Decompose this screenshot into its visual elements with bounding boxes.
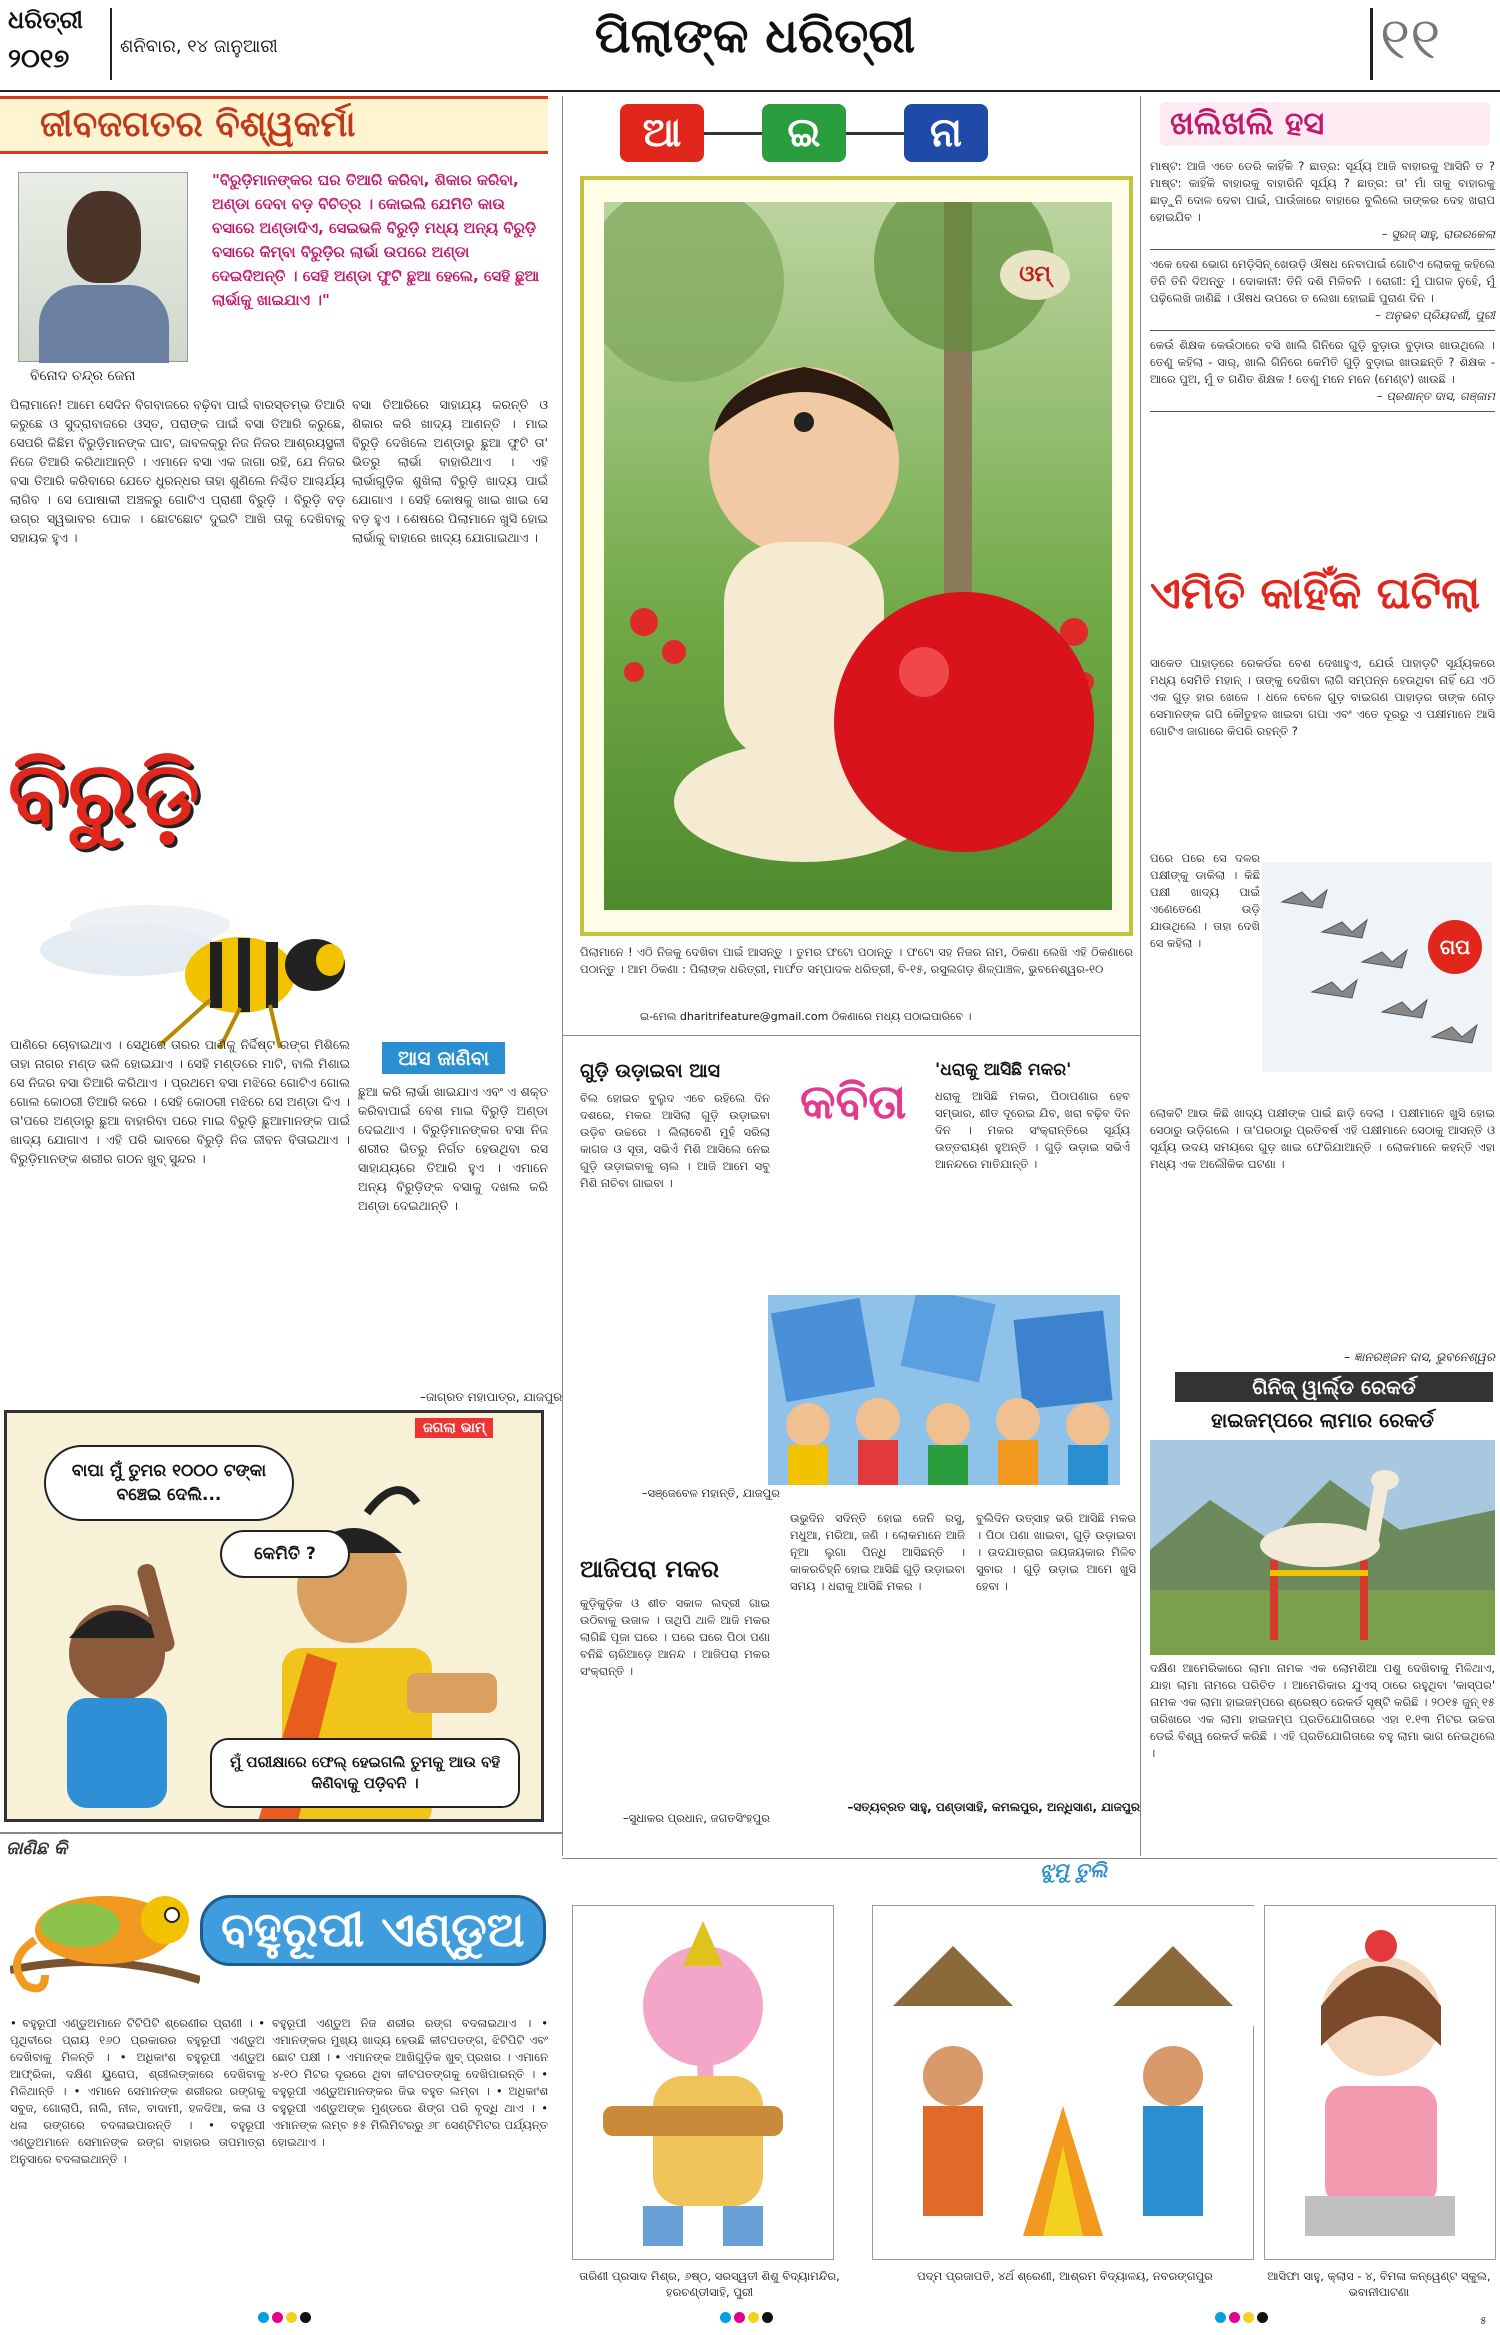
- page-title: ପିଲାଙ୍କ ଧରିତ୍ରୀ: [594, 8, 916, 64]
- section-rule: [0, 1832, 562, 1834]
- email-note: ଇ-ମେଲ dharitrifeature@gmail.com ଠିକଣାରେ ମଧ୍ୟ ପଠାଇପାରିବେ ।: [640, 1010, 972, 1023]
- poem-signoff: –ସୁଧାକର ପ୍ରଧାନ, ଜଗତସିଂହପୁର: [623, 1811, 770, 1825]
- page-number: ୧୧: [1380, 4, 1441, 72]
- guinness-subtitle: ହାଇଜମ୍ପରେ ଲାମାର ରେକର୍ଡ: [1211, 1408, 1434, 1432]
- section-title-khalikhali: [1150, 102, 1495, 146]
- story-text: ପରେ ପରେ ସେ ଦଳର ପକ୍ଷୀଙ୍କୁ ଡାକିଲା । କିଛି ପକ୍ଷୀ ଖାଦ୍ୟ ପାଇଁ ଏଣେତେଣେ ଉଡ଼ି ଯାଉଥିଲେ । ତାହା ଦେଖି ସେ କହିଲା ।: [1150, 851, 1260, 950]
- author-photo: [18, 172, 188, 362]
- child-drawing-bonfire: [872, 1905, 1254, 2260]
- drawing-caption: ପଦ୍ମ ପ୍ରଜାପତି, ୪ର୍ଥ ଶ୍ରେଣୀ, ଆଶ୍ରମ ବିଦ୍ୟାଳୟ, ନବରଙ୍ଗପୁର: [917, 2269, 1213, 2283]
- joke-item: ମାଷ୍ଟ: ଆଜି ଏତେ ଡେରି କାହିଁକି ? ଛାତ୍ର: ସୂର୍ଯ୍ୟ ଆଜି ବାହାରକୁ ଆସିନି ତ ? ମାଷ୍ଟ: କାହିଁକି ବାହାରକୁ ବାହାରିନି ସୂର୍ଯ୍ୟ ? ଛାତ୍ର: ତା' ମାଁ ତାକୁ ବାହାରକୁ ଛାଡ଼ୁନି ଦୋଳ ଦେବା ପାଇଁ, ପାଉଁଜାରେ ବାହାରେ ବୁଲିଲେ ତାଙ୍କର ଦେହ ଖରାପ ହୋଇଯିବ । – ସୁରଜ୍ ସାହୁ, ରାଉରକେଲା: [1150, 152, 1495, 250]
- story-badge: ଗପ: [1428, 920, 1482, 974]
- aina-letter: ଆ: [620, 104, 704, 162]
- section-title-emiti: ଏମିତି କାହିଁକି ଘଟିଲା: [1150, 568, 1481, 619]
- registration-mark: [720, 2312, 773, 2323]
- poem-column: ଧରାକୁ ଆସିଛି ମକର, ପିଠାପଣାର ହେବ ସମ୍ଭାର, ଶୀତ ଦୂରେଇ ଯିବ, ଖରା ବଢ଼ିବ ଦିନ ଦିନ । ମକର ସଂକ୍ରାନ୍ତିରେ ସୂର୍ଯ୍ୟ ଉତ୍ତରାୟଣ ହୁଅନ୍ତି । ଗୁଡ଼ି ଉଡ଼ାଇ ସଭିଏଁ ଆନନ୍ଦରେ ମାତିଯାନ୍ତି ।: [935, 1089, 1130, 1171]
- column-rule: [562, 96, 563, 1856]
- joke-item: ଏକେ ଦେଶ ଭୋଗ ମେଡ଼ିସିନ୍ ଖେଉଡ଼ି ଔଷଧ ନେବାପାଇଁ ଗୋଟିଏ ଲୋକକୁ କହିଲେ ତିନି ତିନି ଦିଅନ୍ତୁ । ଦୋକାନୀ: ତିନି ଦଶି ମିଳିବନି । ରୋଗୀ: ମୁଁ ପାଗଳ ନୁହେଁ, ମୁଁ ପଢ଼ିଲେଖି ଜାଣିଛି । ଔଷଧ ଉପରେ ତ ଲେଖା ହୋଇଛି ପୁରାଣ ଦିନ । – ଅନୁଭବ ପ୍ରିୟଦର୍ଶୀ, ପୁରୀ: [1150, 250, 1495, 331]
- section-title-bahurupi: ବହୁରୂପୀ ଏଣ୍ଡୁଅ: [200, 1895, 546, 1966]
- kite-photo: [768, 1295, 1120, 1485]
- header-date: ଶନିବାର, ୧୪ ଜାନୁଆରୀ: [120, 36, 278, 57]
- speech-bubble: ବାପା ମୁଁ ତୁମର ୧୦୦୦ ଟଙ୍କା ବଞ୍ଚେଇ ଦେଲି...: [44, 1445, 294, 1521]
- header-divider-right: [1370, 8, 1373, 80]
- headline-birudi: ବିରୁଡ଼ି: [8, 742, 200, 845]
- section-kicker: ଜାଣିଛ କି: [6, 1838, 68, 1859]
- paper-year: ୨୦୧୭: [8, 44, 70, 74]
- name-badge: ଓମ୍: [1000, 250, 1070, 300]
- poem-column: ଉଭୁଦିନ ସଦିନ୍ତି ହୋଇ ଜେନି ରସୁ, ମଧୁଆ, ମରିଆ, ଜଣି । ଲୋକମାନେ ଆଜି ନୂଆ ଲୁଗା ପିନ୍ଧି ଆସିଛନ୍ତି । କାକରଚିହ୍ନି ହୋଇ ଆସିଛି ଗୁଡ଼ି ଉଡ଼ାଇବା ସମୟ । ଧରାକୁ ଆସିଛି ମକର ।: [790, 1511, 965, 1593]
- drawing-caption: ଆସିଫା ସାହୁ, କ୍ଲାସ - ୪, ବିମଳା କନ୍ୱେଣ୍ଟ ସ୍କୁଲ, ଭବାନୀପାଟଣା: [1267, 2269, 1491, 2299]
- photo-caption: ପିଲାମାନେ ! ଏଠି ନିଜକୁ ଦେଖିବା ପାଇଁ ଆସନ୍ତୁ । ତୁମର ଫଟୋ ପଠାନ୍ତୁ । ଫଟୋ ସହ ନିଜର ନାମ, ଠିକଣା ଲେଖି ଏହି ଠିକଣାରେ ପଠାନ୍ତୁ । ଆମ ଠିକଣା : ପିଲାଙ୍କ ଧରିତ୍ରୀ, ମାର୍ଫତ ସମ୍ପାଦକ ଧରିତ୍ରୀ, ବି-୧୫, ରସୁଲଗଡ଼ ଶିଳ୍ପାଞ୍ଚଳ, ଭୁବନେଶ୍ୱର-୧୦: [580, 945, 1133, 976]
- article-signoff: –ଜାଗ୍ରତ ମହାପାତ୍ର, ଯାଜପୁର: [420, 1390, 563, 1404]
- section-rule: [562, 1858, 1497, 1859]
- story-text: ସାକେତ ପାହାଡ଼ରେ ରେକର୍ଡର ବେଶ ଦେଖାହୁଏ, ଯେଉଁ ପାହାଡ଼ଟି ସୂର୍ଯ୍ୟକରେ ମଧ୍ୟ ସେମିତି ମହାନ୍ । ତାଙ୍କୁ ଦେଖିବା ଲାଗି ସମ୍ପନ୍ନ ହେଉଥିବା ନାହିଁ ଯେ ଏଠି ଏକ ଗୁଡ଼ ହାର ଖେଳେ । ଧଳେ ବେଳେ ଗୁଡ଼ ବାଇଗଣ ପାହାଡ଼ର ତାଙ୍କ ନୋଡ଼ ସେମାନଙ୍କ ଗପି କୌତୁହଳ ଖାଇବା ଗପା ଏବଂ ଏତେ ଦୂରରୁ ଏ ପକ୍ଷୀମାନେ ଆସି ଗୋଟିଏ ଜାଗାରେ କିପରି ରହନ୍ତି ?: [1150, 656, 1495, 738]
- child-photo: [604, 202, 1112, 910]
- drawing-caption: ତାରିଣୀ ପ୍ରସାଦ ମିଶ୍ର, ୬ଷ୍ଠ, ସରସ୍ୱତୀ ଶିଶୁ ବିଦ୍ୟାମନ୍ଦିର, ହରଚଣ୍ଡୀସାହି, ପୁରୀ: [579, 2269, 840, 2299]
- section-title-kavita: କବିତା: [800, 1074, 907, 1130]
- fact-list: • ବହୁରୂପୀ ଏଣ୍ଡୁଅମାନେ ଟିଟିପିଟି ଶ୍ରେଣୀର ପ୍ରାଣୀ । • ପୃଥିବୀରେ ପ୍ରାୟ ୧୬୦ ପ୍ରକାରର ବହୁରୂପୀ ଏଣ୍ଡୁଅ ଦେଖିବାକୁ ମିଳନ୍ତି । • ଅଧିକାଂଶ ବହୁରୂପୀ ଏଣ୍ଡୁଅ ଆଫ୍ରିକା, ଦକ୍ଷିଣ ୟୁରୋପ, ଶ୍ରୀଲଙ୍କାରେ ଦେଖିବାକୁ ମିଳିଥାନ୍ତି । • ଏମାନେ ସେମାନଙ୍କ ଶରୀରର ରଙ୍ଗକୁ ସବୁଜ, ଗୋଲାପି, ନାଲି, ନୀଳ, ବାଦାମୀ, ହଳଦିଆ, କଳା ଓ ଧଳା ରଙ୍ଗରେ ବଦଳାଇପାରନ୍ତି । • ବହୁରୂପୀ ଏଣ୍ଡୁଅମାନେ ସେମାନଙ୍କ ରଙ୍ଗ ବାହାରର ତାପମାତ୍ରା ଅନୁସାରେ ବଦଳାଇଥାନ୍ତି ।: [10, 2016, 265, 2166]
- joke-list: [1150, 152, 1495, 412]
- section-rule: [562, 1035, 1140, 1036]
- story-text: ଲୋକଟି ଆଉ କିଛି ଖାଦ୍ୟ ପକ୍ଷୀଙ୍କ ପାଇଁ ଛାଡ଼ି ଦେଲା । ପକ୍ଷୀମାନେ ଖୁସି ହୋଇ ସେଠାରୁ ଉଡ଼ିଗଲେ । ତା'ପରଠାରୁ ପ୍ରତିବର୍ଷ ଏହି ପକ୍ଷୀମାନେ ସେଠାକୁ ଆସନ୍ତି ଓ ସୂର୍ଯ୍ୟ ଉଦୟ ସମୟରେ ଗୁଡ଼ ଖାଇ ଫେରିଯାଆନ୍ତି । ଲୋକମାନେ କହନ୍ତି ଏହା ମଧ୍ୟ ଏକ ଅଲୌକିକ ଘଟଣା ।: [1150, 1106, 1495, 1171]
- speech-bubble: ମୁଁ ପରୀକ୍ଷାରେ ଫେଲ୍ ହେଇଗଲି ତୁମକୁ ଆଉ ବହି କିଣିବାକୁ ପଡ଼ିବନି ।: [210, 1738, 520, 1808]
- author-name: ବିନୋଦ ଚନ୍ଦ୍ର ଜେନା: [30, 368, 136, 384]
- column-rule: [1140, 96, 1141, 1856]
- registration-mark: [258, 2312, 311, 2323]
- article-column: ଛୁଆ କରି ଲାର୍ଭା ଖାଇଯାଏ ଏବଂ ଏ ଶକ୍ତ କରିବାପାଇଁ ବେଶ ମାଇ ବିରୁଡ଼ି ଅଣ୍ଡା ଦେଇଥାଏ । ବିରୁଡ଼ିମାନଙ୍କର ବସା ନିଜ ଶରୀର ଭିତରୁ ନିର୍ଗତ ହେଉଥିବା ରସ ସାହାଯ୍ୟରେ ତିଆରି ହୁଏ । ଏମାନେ ଅନ୍ୟ ବିରୁଡ଼ିଙ୍କ ବସାକୁ ଦଖଲ କରି ଅଣ୍ଡା ଦେଇଥାନ୍ତି ।: [358, 1084, 548, 1213]
- pull-quote: "ବିରୁଡ଼ିମାନଙ୍କର ଘର ତିଆରି କରିବା, ଶିକାର କରିବା, ଅଣ୍ଡା ଦେବା ବଡ଼ ବିଚିତ୍ର । କୋଇଲି ଯେମିତି କାଉ ବସାରେ ଅଣ୍ଡାଦିଏ, ସେଇଭଳି ବିରୁଡ଼ି ମଧ୍ୟ ଅନ୍ୟ ବିରୁଡ଼ି ବସାରେ କିମ୍ବା ବିରୁଡ଼ିର ଲାର୍ଭା ଉପରେ ଅଣ୍ଡା ଦେଇଦିଅନ୍ତି । ସେହି ଅଣ୍ଡା ଫୁଟି ଛୁଆ ହେଲେ, ସେହି ଛୁଆ ଲାର୍ଭାକୁ ଖାଇଯାଏ ।": [212, 171, 540, 309]
- comic-tag: ଜଗଲା ଭାମ୍: [415, 1418, 493, 1438]
- wasp-illustration: [10, 880, 365, 1050]
- section-title-drawings: ଝୁମୁ ତୁଲି: [1040, 1858, 1108, 1882]
- aina-letter: ଇ: [762, 104, 846, 162]
- story-signoff: – ଜ୍ଞାନରଞ୍ଜନ ଦାସ, ଭୁବନେଶ୍ୱର: [1344, 1350, 1495, 1364]
- poem-column: ବୁଲିଦିନ ଉତ୍ସାହ ଭରି ଆସିଛି ମକର । ପିଠା ପଣା ଖାଇବା, ଗୁଡ଼ି ଉଡ଼ାଇବା । ଉଦଯାତ୍ରାର ଜୟଜୟକାର ମିଳିବ ସୁବାର । ଗୁଡ଼ି ଉଡ଼ାଇ ଆମେ ଖୁସି ହେବା ।: [976, 1511, 1136, 1593]
- poem-title: 'ଧରାକୁ ଆସିଛି ମକର': [935, 1060, 1072, 1080]
- poem-title: ଗୁଡ଼ି ଉଡ଼ାଇବା ଆସ: [580, 1060, 721, 1082]
- section-title-guinness: ଗିନିଜ୍ ୱାର୍ଲ୍ଡ ରେକର୍ଡ: [1175, 1372, 1493, 1402]
- poem-signoff: –ସତ୍ୟବ୍ରତ ସାହୁ, ପଣ୍ଡାସାହି, କମଲପୁର, ଅନ୍ଧିସାଣ, ଯାଜପୁର: [847, 1800, 1140, 1814]
- child-drawing-ganesha: [572, 1905, 834, 2260]
- footer-number: ୫: [1480, 2314, 1487, 2327]
- chameleon-illustration: [10, 1860, 200, 1995]
- section-tag-asa-janiba: ଆସ ଜାଣିବା: [382, 1042, 505, 1074]
- article-column: ପିଲାମାନେ! ଆମେ ସେଦିନ ବିଗବାଜରେ ବଢ଼ିବା ପାଇଁ ବାରସ୍ତମ୍ଭ ତିଆରି କରୁଛେ ଓ ସୁଦ୍ରାବାଜରେ ଓସ୍ତ, ପରାଙ୍କ ପାଇଁ ବସା ତିଆରି କରୁଛେ, ସେପରି କିଛିମ ବିରୁଡ଼ିମାନଙ୍କ ଘାଟ, ଜାବଳକ୍ରୁ ନିଜ ନିଜର ଆଶ୍ରୟସ୍ଥଳୀ ନିଜେ ତିଆରି କରିଥାଆନ୍ତି । ଏମାନେ ବସା ଏକ ଜାଗା ରହି, ଯେ ନିଜର ବସା ତିଆରି କରିବାରେ ଯେତେ ଧୁରନ୍ଧର ତାହା ଶୁଣିଲେ ନିଶ୍ଚିତ ଆଶ୍ଚର୍ଯ୍ୟ ଲାଗିବ । ସେ ପୋଷାକୀ ଅଞ୍ଚଳରୁ ଗୋଟିଏ ପ୍ରାଣୀ ବିରୁଡ଼ି । ବିରୁଡ଼ି ବଡ଼ ଉଗ୍ର ସ୍ୱଭାବର ପୋକ । ଛୋଟଛୋଟ ଦୁଇଟି ଆଖି ତାକୁ ଦେଖିବାକୁ ସହାୟକ ହୁଏ ।: [10, 397, 345, 545]
- fact-list: ବହୁରୂପୀ ଏଣ୍ଡୁଅ ନିଜ ଶରୀର ରଙ୍ଗ ବଦଳାଇଥାଏ । • ଏମାନଙ୍କର ମୁଖ୍ୟ ଖାଦ୍ୟ ହେଉଛି କୀଟପତଙ୍ଗ, ଝିଟିପିଟି ଏବଂ ଛୋଟ ପକ୍ଷୀ । • ଏମାନଙ୍କ ଆଖିଗୁଡ଼ିକ ଖୁବ୍ ପ୍ରଖର । ଏମାନେ ୪-୧୦ ମିଟର ଦୂରରେ ଥିବା କୀଟପତଙ୍ଗକୁ ଦେଖିପାରନ୍ତି । • ବହୁରୂପୀ ଏଣ୍ଡୁଅମାନଙ୍କର ଜିଭ ବହୁତ ଲମ୍ବା । • ଅଧିକାଂଶ ବହୁରୂପୀ ଏଣ୍ଡୁଅଙ୍କ ମୁଣ୍ଡରେ ଶିଙ୍ଗ ପରି ବୃଦ୍ଧି ଥାଏ । • ଏମାନଙ୍କ ଲମ୍ବ ୫୫ ମିଲିମିଟରରୁ ୬୮ ସେଣ୍ଟିମିଟର ପର୍ଯ୍ୟନ୍ତ ହୋଇଥାଏ ।: [272, 2016, 548, 2149]
- header-divider: [110, 8, 112, 80]
- section-title-aina: [620, 104, 1000, 164]
- section-title-viswakarma: ଜୀବଜଗତର ବିଶ୍ୱକର୍ମା: [0, 96, 548, 154]
- registration-mark: [1215, 2312, 1268, 2323]
- child-drawing-girl: [1264, 1905, 1496, 2260]
- poem-signoff: –ସଞ୍ଜେବେଳ ମହାନ୍ତି, ଯାଜପୁର: [641, 1486, 780, 1500]
- article-column: ବସା ତିଆରିରେ ସାହାଯ୍ୟ କରନ୍ତି ଓ ଶିକାର କରି ଖାଦ୍ୟ ଆଣନ୍ତି । ମାଇ ବିରୁଡ଼ି ଦେଖିଲେ ଅଣ୍ଡାରୁ ଛୁଆ ଫୁଟି ତା' ଭିତରୁ ଲାର୍ଭା ବାହାରିଥାଏ । ଏହି ଲାର୍ଭାଗୁଡ଼ିକ ଶୁଖିଲା ବିରୁଡ଼ି ଖାଦ୍ୟ ପାଇଁ ଯୋଗାଏ । ସେହି କୋଷକୁ ଖାଇ ଖାଇ ସେ ବଡ଼ ହୁଏ । ଶେଷରେ ପିଲାମାନେ ଖୁସି ହୋଇ ଲାର୍ଭାକୁ ବାହାରେ ଖାଦ୍ୟ ଯୋଗାଇଥାଏ ।: [352, 397, 548, 545]
- paper-name: ଧରିତ୍ରୀ: [8, 6, 83, 34]
- poem-title: ଆଜିପରା ମକର: [580, 1555, 720, 1583]
- poem-column: କୁଡ଼ିକୁଡ଼ିକ ଓ ଶୀତ ସକାଳ ଲଦ୍ରୀ ଗାଇ ଉଠିବାକୁ ଉଜାଳ । ତାଥିପି ଥାଳି ଆଜି ମକର ଲାଗିଛି ପୂଜା ଘରେ । ଘରେ ଘରେ ପିଠା ପଣା ବନିଛି ଚାରିଆଡ଼େ ଆନନ୍ଦ । ଆଜିପରା ମକର ସଂକ୍ରାନ୍ତି ।: [580, 1596, 770, 1678]
- aina-letter: ନା: [904, 104, 988, 162]
- khalikhali-title-text: ଖଲିଖଲି ହସ: [1170, 104, 1325, 142]
- article-column: ପାଣିରେ ଚୋବାଇଥାଏ । ସେଥିରେ ତାରର ପାଣିକୁ ନିର୍ଦ୍ଦିଷ୍ଟ ରଙ୍ଗ ମିଶିଲେ ତାହା ନାଗର ମଣ୍ଡ ଭଳି ହୋଇଯାଏ । ସେହି ମଣ୍ଡରେ ମାଟି, ବାଲି ମିଶାଇ ସେ ନିଜର ବସା ତିଆରି କରିଥାଏ । ପ୍ରଥମେ ବସା ମଝିରେ ଗୋଟିଏ ଗୋଲ ଗୋଲ କୋଠରୀ ତିଆରି କରେ । ସେହି କୋଠରୀ ମଝିରେ ସେ ଅଣ୍ଡା ଦିଏ । ତା'ପରେ ଅଣ୍ଡାରୁ ଛୁଆ ବାହାରିବା ପରେ ମାଇ ବିରୁଡ଼ି ଛୁଆମାନଙ୍କ ପାଇଁ ଖାଦ୍ୟ ଯୋଗାଏ । ଏହି ପରି ଭାବରେ ବିରୁଡ଼ି ନିଜ ଜୀବନ ବିତାଇଥାଏ । ବିରୁଡ଼ିମାନଙ୍କ ଶରୀର ଗଠନ ଖୁବ୍ ସୁନ୍ଦର ।: [10, 1037, 350, 1166]
- llama-photo: [1150, 1440, 1495, 1655]
- guinness-text: ଦକ୍ଷିଣ ଆମେରିକାରେ ଲାମା ନାମକ ଏକ ଲୋମଶିଆ ପଶୁ ଦେଖିବାକୁ ମିଳିଥାଏ, ଯାହା ଲାମା ନାମରେ ପରିଚିତ । ଆମେରିକାର ଯୁଏସ୍ ଠାରେ ରହୁଥିବା 'କାସ୍ପର' ନାମକ ଏକ ଲାମା ହାଇଜମ୍ପରେ ଶ୍ରେଷ୍ଠ ରେକର୍ଡ ସୃଷ୍ଟି କରିଛି । ୨୦୧୫ ଜୁନ୍ ୧୫ ତାରିଖରେ ଏକ ଲାମା ହାଇଜମ୍ପ ପ୍ରତିଯୋଗିତାରେ ଏହା ୧.୧୩ ମିଟର ଉଚ୍ଚତା ଡେଇଁ ବିଶ୍ୱ ରେକର୍ଡ କରିଛି । ଏହି ପ୍ରତିଯୋଗିତାରେ ବହୁ ଲାମା ଭାଗ ନେଇଥିଲେ ।: [1150, 1661, 1495, 1760]
- speech-bubble: କେମିତି ?: [220, 1530, 350, 1578]
- joke-item: କେଉଁ ଶିକ୍ଷକ କେଉଁଠାରେ ବସି ଖାଲି ଗିନିରେ ଗୁଡ଼ି ବୁଡ଼ାଉ ବୁଡ଼ାଉ ଖାଉଥିଲେ । ତେଣୁ କହିଲା - ସାର୍, ଖାଲି ଗିନିରେ କେମିତି ଗୁଡ଼ି ବୁଡ଼ାଇ ଖାଉଛନ୍ତି ? ଶିକ୍ଷକ - ଆରେ ପୁଅ, ମୁଁ ତ ଗଣିତ ଶିକ୍ଷକ ! ତେଣୁ ମନେ ମନେ (ମେଣ୍ଟ) ଖାଉଛି । – ପ୍ରଶାନ୍ତ ଦାସ, ଗଞ୍ଜାମ: [1150, 331, 1495, 412]
- poem-column: ବିଲ ହୋଇଚ ବୁଲୁଦ ଏବେ ରହିଲେ ଦିନ ଦଶରେ, ମକର ଆସିଲା ଗୁଡ଼ି ଉଡ଼ାଇବା ଉଡ଼ିବ ଉଚ୍ଚରେ । ଲିଲାବେଣି ମୁହଁ ସରିଲା କାଗଜ ଓ ସୂତା, ସଭିଏଁ ମିଶି ଆସିଲେ ନେଇ ଗୁଡ଼ି ଉଡ଼ାଇବାକୁ ଚାଲ । ଆଜି ଆମେ ସବୁ ମିଶି ନାଚିବା ଗାଇବା ।: [580, 1091, 770, 1190]
